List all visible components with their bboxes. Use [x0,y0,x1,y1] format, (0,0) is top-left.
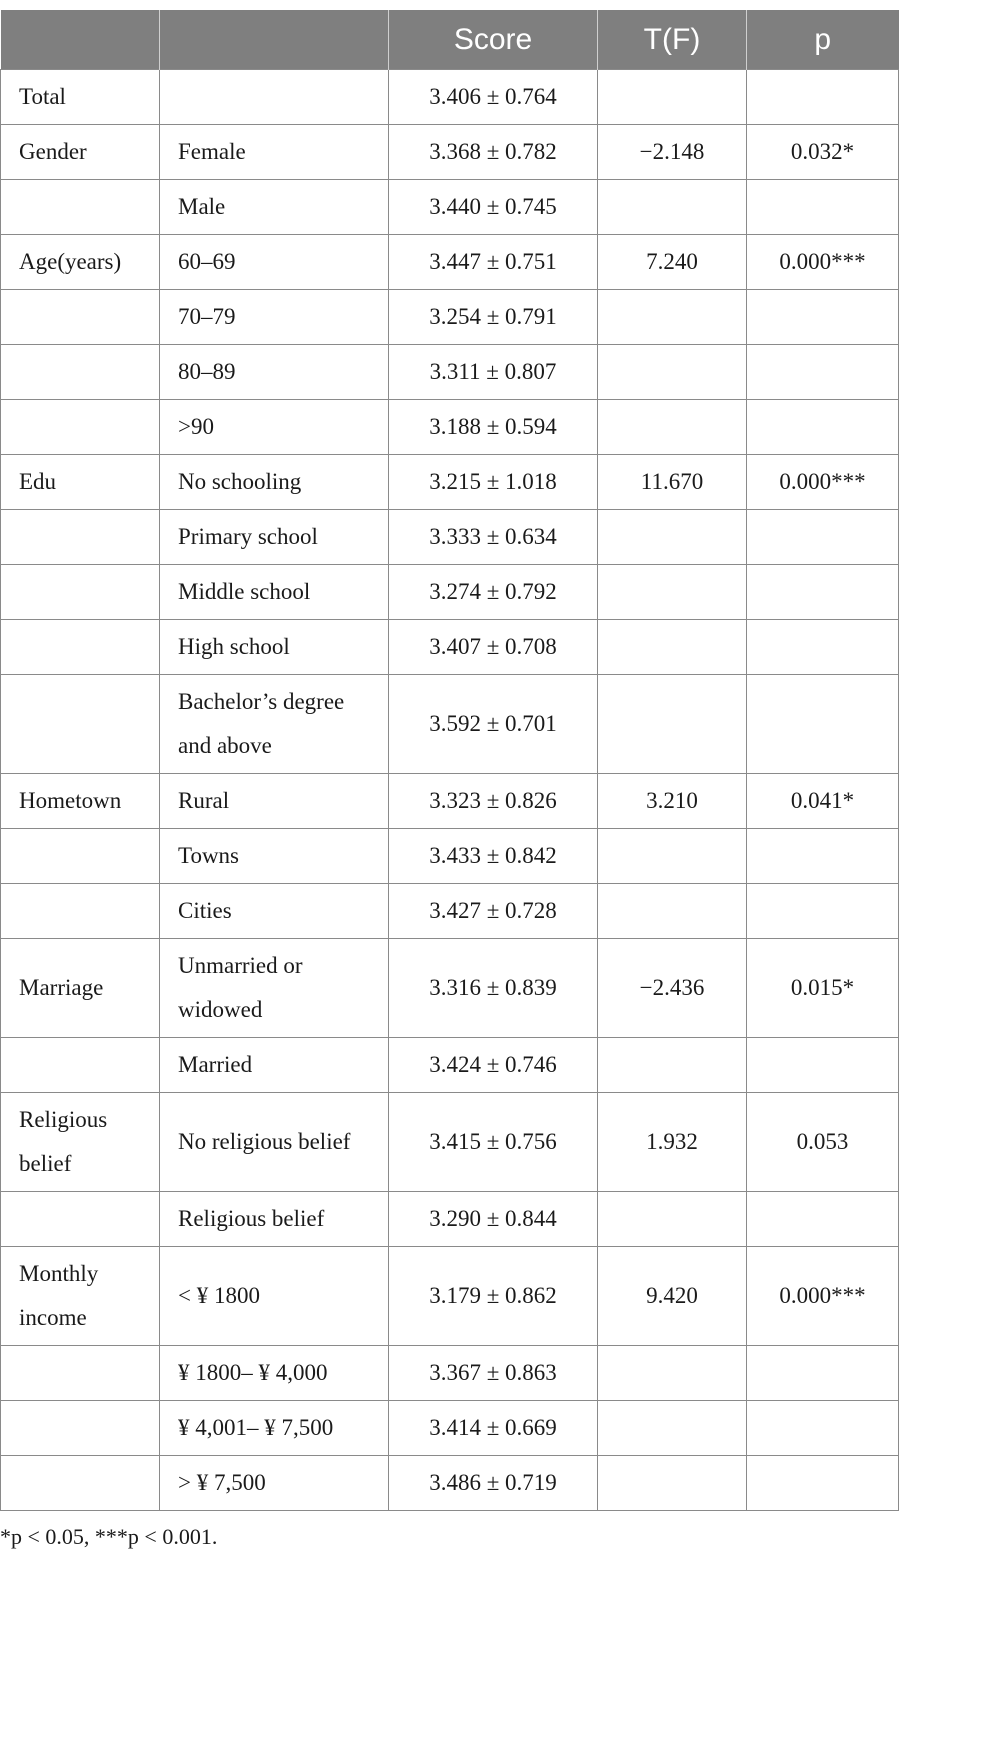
cell-tf [598,290,747,345]
cell-group: Religious belief [1,1093,160,1192]
cell-group [1,829,160,884]
cell-p [747,345,899,400]
cell-tf [598,1038,747,1093]
cell-group [1,1401,160,1456]
cell-p [747,565,899,620]
cell-group: Monthly income [1,1247,160,1346]
cell-tf [598,829,747,884]
cell-p: 0.041* [747,774,899,829]
cell-group: Hometown [1,774,160,829]
table-row [1,1093,899,1192]
cell-score: 3.406 ± 0.764 [389,70,598,125]
cell-score: 3.179 ± 0.862 [389,1247,598,1346]
cell-score: 3.427 ± 0.728 [389,884,598,939]
cell-p [747,675,899,774]
table-row [1,774,899,829]
cell-group [1,620,160,675]
cell-tf [598,884,747,939]
header-category [160,10,389,70]
table-row [1,235,899,290]
cell-category: ¥ 1800– ¥ 4,000 [160,1346,389,1401]
cell-group [1,290,160,345]
cell-score: 3.215 ± 1.018 [389,455,598,510]
cell-score: 3.188 ± 0.594 [389,400,598,455]
table-row [1,345,899,400]
table-row [1,125,899,180]
cell-tf [598,565,747,620]
cell-group [1,565,160,620]
cell-tf [598,1401,747,1456]
cell-tf: 11.670 [598,455,747,510]
cell-tf: −2.436 [598,939,747,1038]
cell-score: 3.254 ± 0.791 [389,290,598,345]
cell-score: 3.367 ± 0.863 [389,1346,598,1401]
cell-p: 0.015* [747,939,899,1038]
cell-group [1,400,160,455]
cell-category: 70–79 [160,290,389,345]
cell-group [1,884,160,939]
cell-p [747,884,899,939]
cell-score: 3.440 ± 0.745 [389,180,598,235]
cell-p [747,290,899,345]
table-row [1,455,899,510]
cell-category: < ¥ 1800 [160,1247,389,1346]
cell-p [747,1456,899,1511]
cell-category: High school [160,620,389,675]
cell-score: 3.323 ± 0.826 [389,774,598,829]
cell-p: 0.053 [747,1093,899,1192]
cell-category: ¥ 4,001– ¥ 7,500 [160,1401,389,1456]
cell-category: No religious belief [160,1093,389,1192]
table-row [1,675,899,774]
cell-group [1,1192,160,1247]
cell-category: 80–89 [160,345,389,400]
cell-category: Bachelor’s degree and above [160,675,389,774]
cell-p [747,510,899,565]
cell-score: 3.433 ± 0.842 [389,829,598,884]
cell-tf [598,1346,747,1401]
cell-score: 3.311 ± 0.807 [389,345,598,400]
cell-score: 3.447 ± 0.751 [389,235,598,290]
cell-category: Married [160,1038,389,1093]
cell-group [1,1346,160,1401]
cell-p: 0.000*** [747,455,899,510]
cell-tf [598,180,747,235]
cell-tf: 1.932 [598,1093,747,1192]
table-row [1,1247,899,1346]
cell-group: Edu [1,455,160,510]
table-row [1,400,899,455]
cell-tf [598,345,747,400]
cell-score: 3.290 ± 0.844 [389,1192,598,1247]
table-row [1,829,899,884]
table-row [1,290,899,345]
cell-category: Female [160,125,389,180]
cell-tf: 9.420 [598,1247,747,1346]
header-tf: T(F) [598,10,747,70]
cell-p [747,1346,899,1401]
cell-score: 3.333 ± 0.634 [389,510,598,565]
footnote: *p < 0.05, ***p < 0.001. [0,1524,218,1549]
cell-category: No schooling [160,455,389,510]
cell-score: 3.274 ± 0.792 [389,565,598,620]
cell-group [1,1038,160,1093]
cell-score: 3.415 ± 0.756 [389,1093,598,1192]
cell-score: 3.424 ± 0.746 [389,1038,598,1093]
cell-tf: 7.240 [598,235,747,290]
table-row [1,565,899,620]
cell-score: 3.368 ± 0.782 [389,125,598,180]
table-row [1,884,899,939]
cell-category: Towns [160,829,389,884]
cell-tf [598,1456,747,1511]
cell-tf: −2.148 [598,125,747,180]
cell-category: Cities [160,884,389,939]
cell-tf [598,620,747,675]
cell-p [747,1038,899,1093]
cell-p [747,70,899,125]
cell-group [1,345,160,400]
cell-category: Primary school [160,510,389,565]
cell-tf [598,510,747,565]
table-row [1,510,899,565]
cell-category: > ¥ 7,500 [160,1456,389,1511]
cell-category: Male [160,180,389,235]
cell-p [747,1192,899,1247]
cell-category: Religious belief [160,1192,389,1247]
table-row [1,620,899,675]
cell-tf: 3.210 [598,774,747,829]
header-row [1,10,899,70]
statistics-table [0,10,899,1511]
cell-p: 0.000*** [747,235,899,290]
table-row [1,1456,899,1511]
cell-score: 3.316 ± 0.839 [389,939,598,1038]
table-row [1,1401,899,1456]
cell-category: Unmarried or widowed [160,939,389,1038]
cell-group: Total [1,70,160,125]
cell-category: >90 [160,400,389,455]
cell-tf [598,70,747,125]
table-row [1,70,899,125]
cell-group: Marriage [1,939,160,1038]
table-row [1,1192,899,1247]
cell-score: 3.592 ± 0.701 [389,675,598,774]
cell-group [1,675,160,774]
cell-group [1,1456,160,1511]
cell-group: Gender [1,125,160,180]
cell-p [747,620,899,675]
cell-group: Age(years) [1,235,160,290]
cell-p [747,180,899,235]
cell-p: 0.032* [747,125,899,180]
cell-tf [598,400,747,455]
table-row [1,1346,899,1401]
table-body [1,70,899,1511]
table-row [1,1038,899,1093]
table-row [1,939,899,1038]
header-p: p [747,10,899,70]
table-row [1,180,899,235]
cell-category [160,70,389,125]
cell-score: 3.486 ± 0.719 [389,1456,598,1511]
cell-tf [598,1192,747,1247]
header-group [1,10,160,70]
cell-p [747,829,899,884]
cell-category: Middle school [160,565,389,620]
header-score: Score [389,10,598,70]
cell-score: 3.414 ± 0.669 [389,1401,598,1456]
cell-p [747,400,899,455]
cell-group [1,510,160,565]
cell-p: 0.000*** [747,1247,899,1346]
cell-tf [598,675,747,774]
cell-category: 60–69 [160,235,389,290]
cell-category: Rural [160,774,389,829]
cell-p [747,1401,899,1456]
cell-score: 3.407 ± 0.708 [389,620,598,675]
cell-group [1,180,160,235]
